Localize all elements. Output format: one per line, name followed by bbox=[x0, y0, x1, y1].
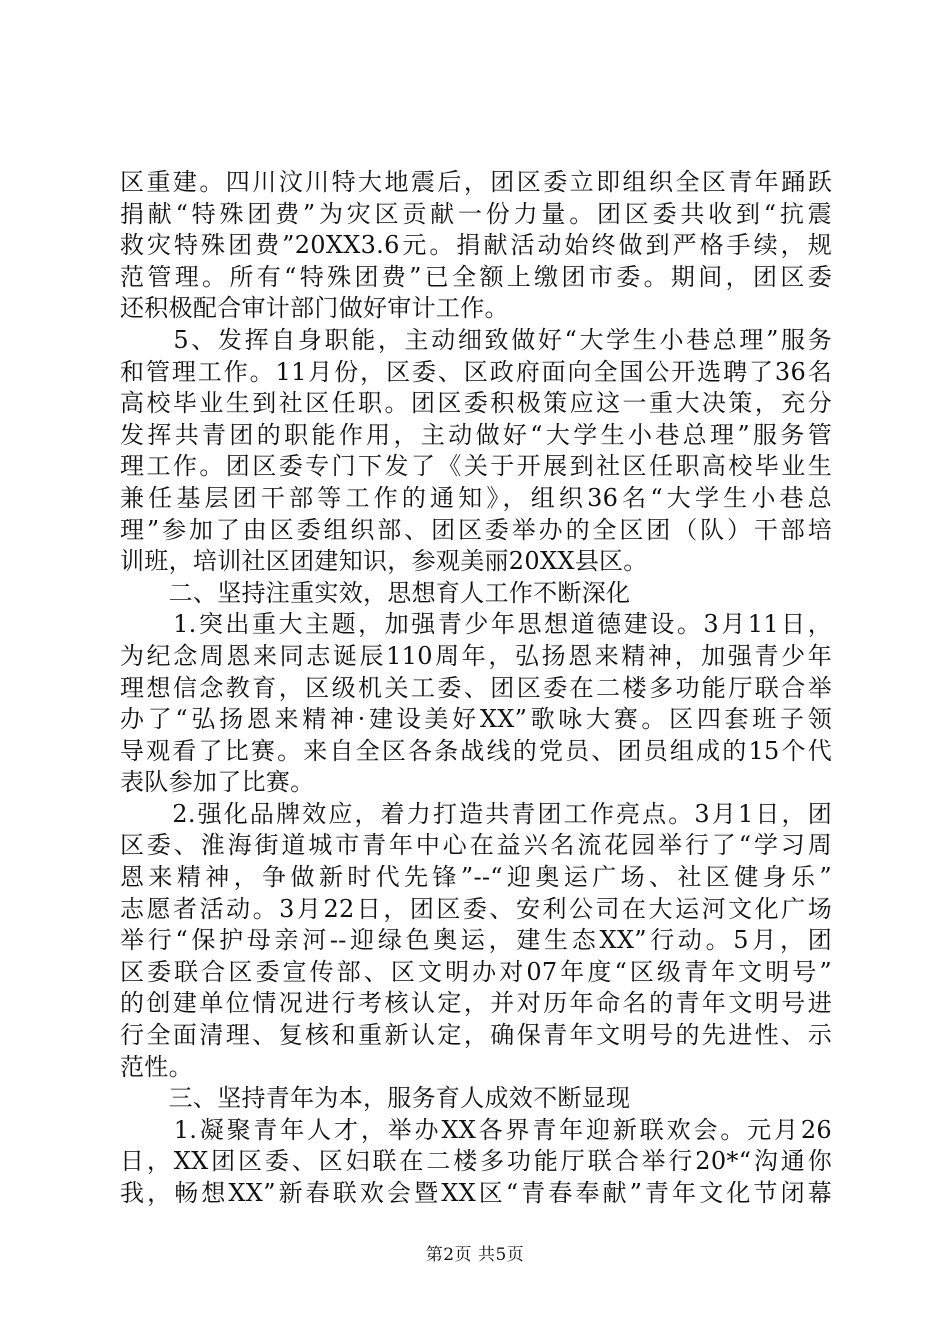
text-line: 兼任基层团干部等工作的通知》，组织36名“大学生小巷总 bbox=[120, 483, 832, 512]
text-line: 1.突出重大主题，加强青少年思想道德建设。3月11日， bbox=[120, 610, 832, 639]
text-line: 区委联合区委宣传部、区文明办对07年度“区级青年文明号” bbox=[120, 957, 832, 986]
text-line: 发挥共青团的职能作用，主动做好“大学生小巷总理”服务管 bbox=[120, 420, 832, 449]
text-line: 日，XX团区委、区妇联在二楼多功能厅联合举行20*“沟通你 bbox=[120, 1147, 832, 1176]
text-line: 范管理。所有“特殊团费”已全额上缴团市委。期间，团区委 bbox=[120, 262, 832, 291]
text-line: 行全面清理、复核和重新认定，确保青年文明号的先进性、示 bbox=[120, 1021, 832, 1050]
text-line: 2.强化品牌效应，着力打造共青团工作亮点。3月1日，团 bbox=[120, 799, 832, 828]
text-line: 导观看了比赛。来自全区各条战线的党员、团员组成的15个代 bbox=[120, 736, 832, 765]
text-line: 举行“保护母亲河--迎绿色奥运，建生态XX”行动。5月，团 bbox=[120, 926, 832, 955]
text-line: 恩来精神，争做新时代先锋”--“迎奥运广场、社区健身乐” bbox=[120, 863, 832, 892]
text-line: 理工作。团区委专门下发了《关于开展到社区任职高校毕业生 bbox=[120, 452, 832, 481]
text-line: 训班，培训社区团建知识，参观美丽20XX县区。 bbox=[120, 547, 648, 576]
text-line: 办了“弘扬恩来精神·建设美好XX”歌咏大赛。区四套班子领 bbox=[120, 705, 832, 734]
text-line: 为纪念周恩来同志诞辰110周年，弘扬恩来精神，加强青少年 bbox=[120, 641, 832, 670]
text-line: 区委、淮海街道城市青年中心在益兴名流花园举行了“学习周 bbox=[120, 831, 832, 860]
text-line: 理”参加了由区委组织部、团区委举办的全区团（队）干部培 bbox=[120, 515, 832, 544]
text-line: 我，畅想XX”新春联欢会暨XX区“青春奉献”青年文化节闭幕 bbox=[120, 1179, 832, 1207]
text-line: 二、坚持注重实效，思想育人工作不断深化 bbox=[120, 578, 631, 607]
text-line: 范性。 bbox=[120, 1052, 193, 1081]
text-line: 三、坚持青年为本，服务育人成效不断显现 bbox=[120, 1084, 631, 1113]
page-footer: 第2页 共5页 bbox=[425, 1245, 525, 1265]
text-line: 高校毕业生到社区任职。团区委积极策应这一重大决策，充分 bbox=[120, 389, 832, 418]
text-line: 还积极配合审计部门做好审计工作。 bbox=[120, 294, 509, 323]
text-line: 救灾特殊团费”20XX3.6元。捐献活动始终做到严格手续，规 bbox=[120, 231, 832, 260]
text-line: 志愿者活动。3月22日，团区委、安利公司在大运河文化广场 bbox=[120, 894, 832, 923]
text-line: 5、发挥自身职能，主动细致做好“大学生小巷总理”服务 bbox=[120, 325, 832, 354]
text-line: 的创建单位情况进行考核认定，并对历年命名的青年文明号进 bbox=[120, 989, 832, 1018]
document-body bbox=[120, 167, 832, 1210]
text-line: 捐献“特殊团费”为灾区贡献一份力量。团区委共收到“抗震 bbox=[120, 199, 832, 228]
text-line: 表队参加了比赛。 bbox=[120, 768, 315, 797]
text-line: 区重建。四川汶川特大地震后，团区委立即组织全区青年踊跃 bbox=[120, 168, 832, 196]
text-line: 和管理工作。11月份，区委、区政府面向全国公开选聘了36名 bbox=[120, 357, 832, 386]
text-line: 1.凝聚青年人才，举办XX各界青年迎新联欢会。元月26 bbox=[120, 1115, 832, 1144]
text-line: 理想信念教育，区级机关工委、团区委在二楼多功能厅联合举 bbox=[120, 673, 832, 702]
